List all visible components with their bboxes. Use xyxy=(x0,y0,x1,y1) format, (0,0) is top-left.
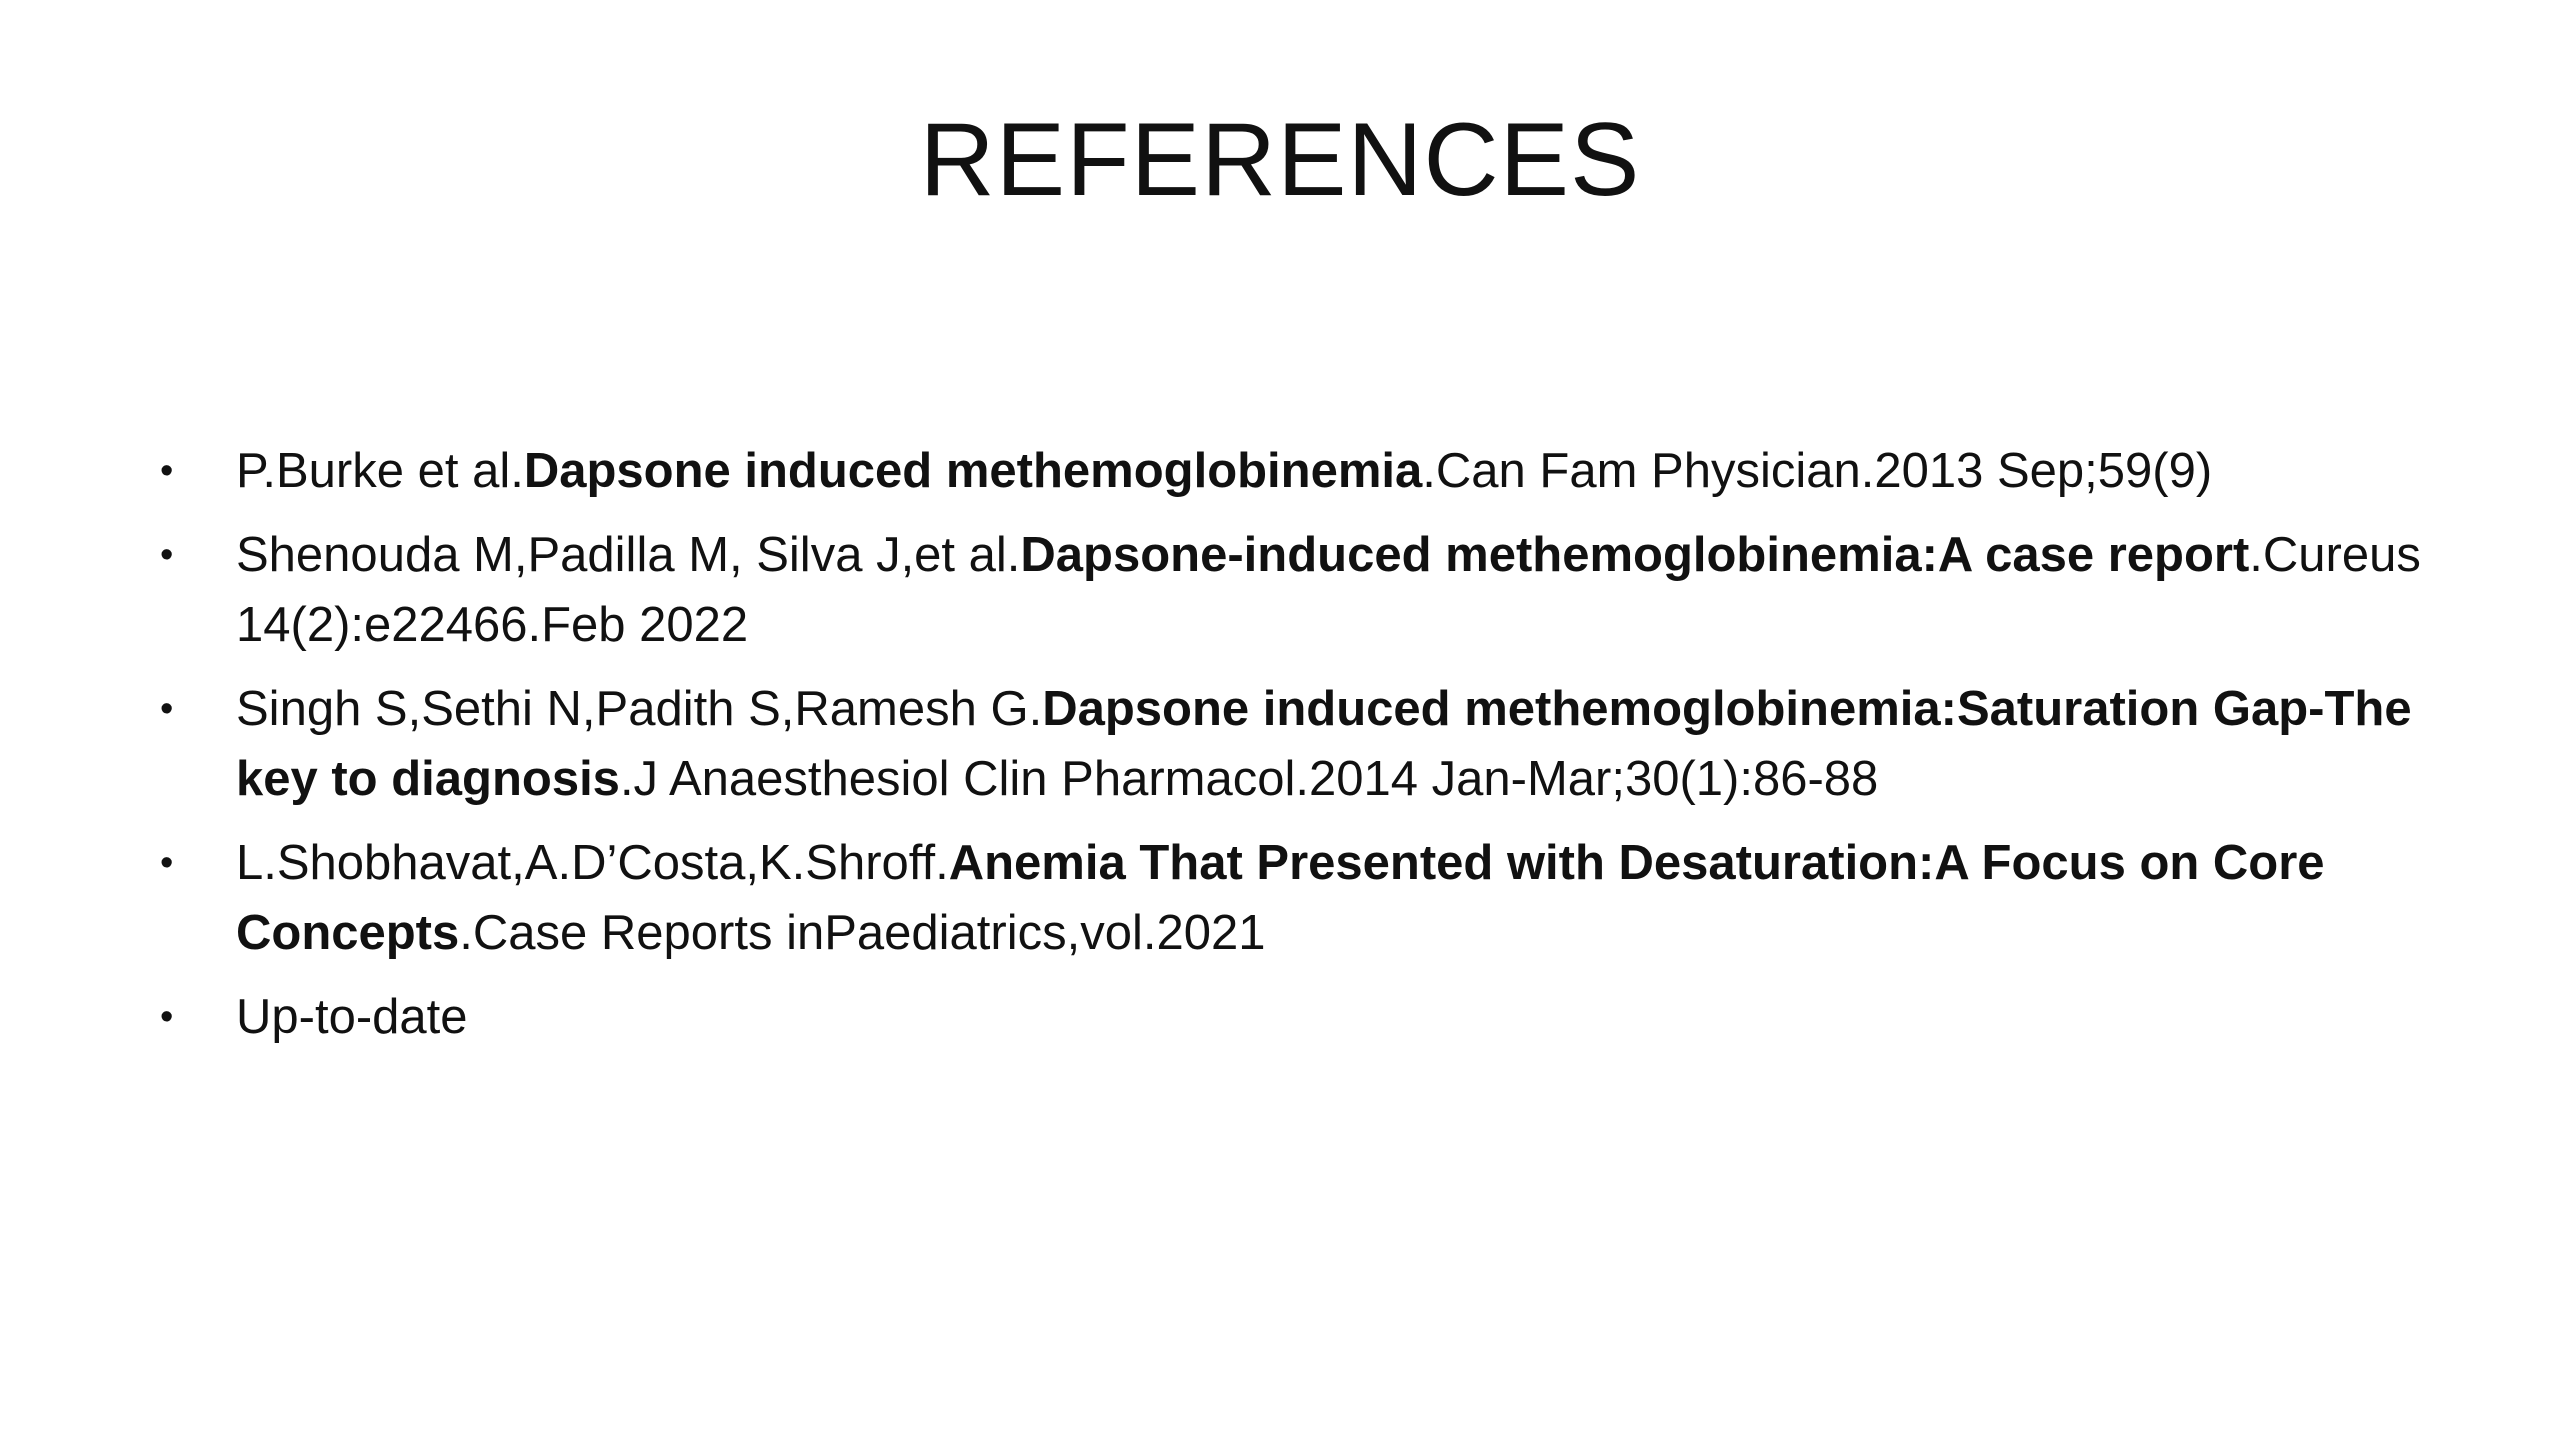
reference-title: Dapsone-induced methemoglobinemia:A case report xyxy=(1020,528,2250,582)
reference-authors: Singh S,Sethi N,Padith S,Ramesh G. xyxy=(236,682,1043,736)
reference-source: .Cureus 14(2):e22466.Feb 2022 xyxy=(236,528,2421,652)
slide-title: REFERENCES xyxy=(919,102,1641,218)
reference-item xyxy=(160,674,2466,814)
bullet-icon: • xyxy=(160,996,174,1038)
reference-authors: Shenouda M,Padilla M, Silva J,et al. xyxy=(236,528,1021,582)
reference-title: Anemia That Presented with Desaturation:A Focus on Core Concepts xyxy=(236,836,2325,960)
bullet-icon: • xyxy=(160,534,174,576)
reference-authors: Up-to-date xyxy=(236,990,468,1044)
reference-authors: L.Shobhavat,A.D’Costa,K.Shroff. xyxy=(236,836,949,890)
reference-item xyxy=(160,520,2466,660)
reference-source: .Case Reports inPaediatrics,vol.2021 xyxy=(459,906,1266,960)
reference-source: .Can Fam Physician.2013 Sep;59(9) xyxy=(1422,444,2213,498)
reference-list xyxy=(160,436,2466,1066)
reference-item xyxy=(160,982,2466,1052)
reference-title: Dapsone induced methemoglobinemia xyxy=(523,444,1423,498)
reference-source: .J Anaesthesiol Clin Pharmacol.2014 Jan-Mar;30(1):86-88 xyxy=(619,752,1879,806)
reference-item xyxy=(160,436,2466,506)
reference-item xyxy=(160,828,2466,968)
reference-authors: P.Burke et al. xyxy=(236,444,524,498)
bullet-icon: • xyxy=(160,842,174,884)
bullet-icon: • xyxy=(160,688,174,730)
reference-title: Dapsone induced methemoglobinemia:Saturation Gap-The key to diagnosis xyxy=(236,682,2412,806)
bullet-icon: • xyxy=(160,450,174,492)
